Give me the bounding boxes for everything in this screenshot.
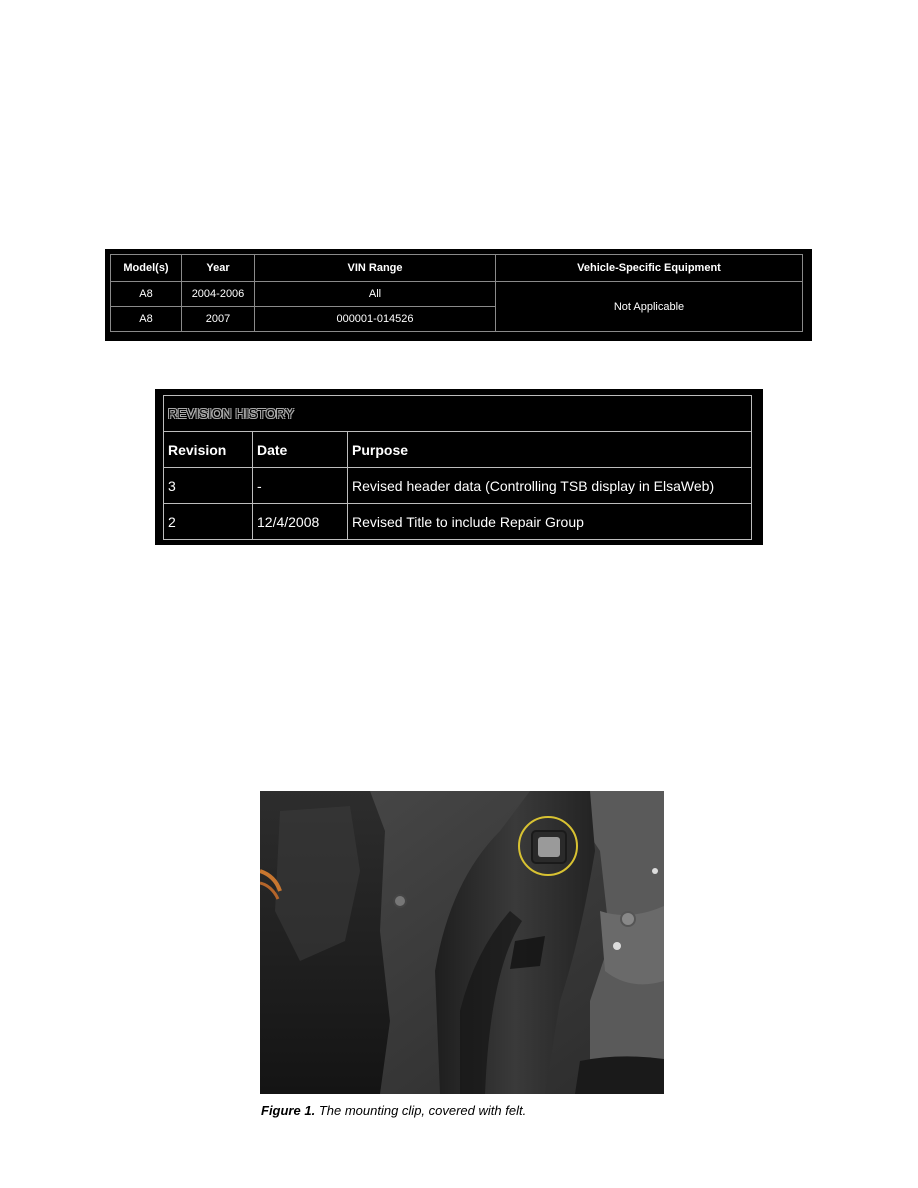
cell-equipment: Not Applicable — [496, 282, 803, 332]
revision-history-title: REVISION HISTORY — [164, 396, 752, 432]
header-models: Model(s) — [111, 255, 182, 282]
applicability-header-row — [111, 255, 803, 282]
table-row — [164, 504, 752, 540]
header-revision: Revision — [164, 432, 253, 468]
figure-photo — [260, 791, 664, 1094]
cell-vin: All — [255, 282, 496, 307]
cell-year: 2007 — [182, 307, 255, 332]
cell-revision: 3 — [164, 468, 253, 504]
cell-model: A8 — [111, 307, 182, 332]
revision-header-row — [164, 432, 752, 468]
header-vin-range: VIN Range — [255, 255, 496, 282]
mounting-clip-photo — [260, 791, 664, 1094]
table-row — [111, 282, 803, 307]
table-row — [164, 468, 752, 504]
cell-purpose: Revised Title to include Repair Group — [348, 504, 752, 540]
applicability-grid — [110, 254, 803, 332]
header-year: Year — [182, 255, 255, 282]
revision-history-table — [155, 389, 763, 545]
revision-history-grid — [163, 395, 752, 540]
cell-model: A8 — [111, 282, 182, 307]
figure-caption — [261, 1103, 526, 1118]
revision-title-row — [164, 396, 752, 432]
cell-date: - — [253, 468, 348, 504]
cell-revision: 2 — [164, 504, 253, 540]
figure-caption-text: The mounting clip, covered with felt. — [318, 1103, 527, 1118]
cell-date: 12/4/2008 — [253, 504, 348, 540]
cell-vin: 000001-014526 — [255, 307, 496, 332]
cell-purpose: Revised header data (Controlling TSB display in ElsaWeb) — [348, 468, 752, 504]
cell-year: 2004-2006 — [182, 282, 255, 307]
header-purpose: Purpose — [348, 432, 752, 468]
applicability-table — [105, 249, 812, 341]
header-equipment: Vehicle-Specific Equipment — [496, 255, 803, 282]
header-date: Date — [253, 432, 348, 468]
figure-label: Figure 1. — [261, 1103, 316, 1118]
